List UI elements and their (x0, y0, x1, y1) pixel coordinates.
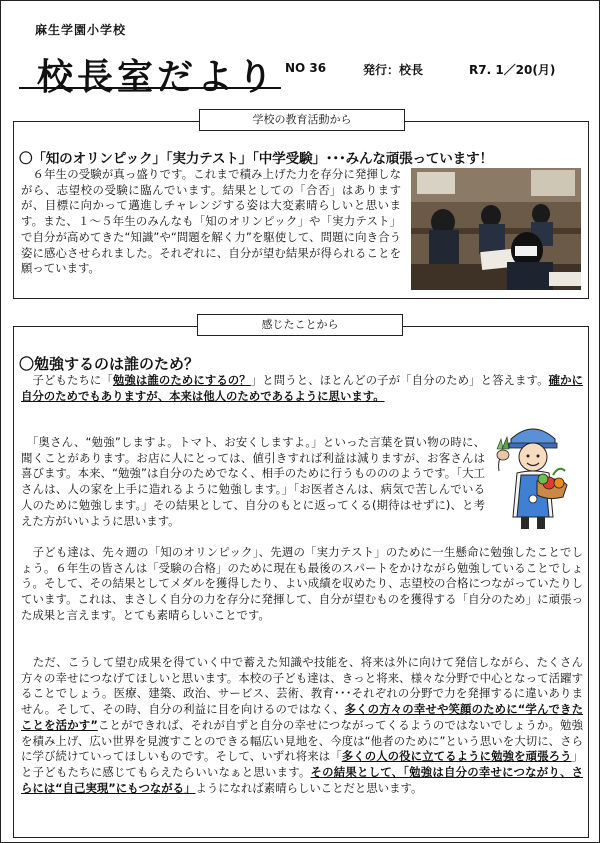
shopkeeper-illustration (493, 419, 573, 531)
p4-underline-help-others: 多くの人の役に立てるように勉強を頑張ろう (341, 749, 572, 764)
section2-paragraph-3: 子ども達は、先々週の「知のオリンピック」、先週の「実力テスト」のために一生懸命に勉強したことでしょう。６年生の皆さんは「受験の合格」のために現在も最後のスパートをかけながら勉強していることでしょう。そして、その結果としてメダルを獲得したり、よい成績を収めたり、志望校の合格につながっていたりしています。これは、まさしく自分の力を存分に発揮して、自分が望むものを獲得する「自分のため」に頑張った成果と言えます。とても素晴らしいことです。 (21, 545, 583, 622)
school-name: 麻生学園小学校 (35, 23, 127, 37)
publisher: 発行：校長 (363, 63, 424, 77)
p4-text-c: 」と子どもたちに感じてもらえたらいいなぁと思います。 (21, 749, 583, 779)
section2-paragraph-1 (21, 373, 583, 404)
section2-headline: 〇勉強するのは誰のため？ (19, 355, 200, 373)
p1-text-b: 」と問うと、ほとんどの子が「自分のため」と答えます。 (250, 373, 549, 387)
section-label-activities: 学校の教育活動から (199, 109, 405, 131)
p4-text-a: ただ、こうして望む成果を得ていく中で蓄えた知識や技能を、将来は外に向けて発信しながら、たくさん方々の幸せにつなげてほしいと思います。本校の子ども達は、きっと将来、様々な分野で中心となって活躍することでしょう。医療、建築、政治、サービス、芸術、教育･･･それぞれの分野で力を発揮するに違いありません。そして、その時、自分の利益に目を向けるのではなく、 (21, 655, 583, 717)
p4-text-b: ことができれば、それが自ずと自分の幸せにつながってくるようのではないでしょうか。勉強を積み上げ、広い世界を見渡すことのできる幅広い見地を、今度は“他者のために”という思いを大切に、さらに学び続けていってほしいものです。そして、いずれ将来は「 (21, 717, 583, 764)
p1-underline-thesis: 確かに自分のためでもありますが、本来は他人のためであるように思います。 (21, 373, 583, 403)
p4-underline-smiles: 多くの方々の幸せや笑顔のために“学んできたことを活かす” (21, 702, 583, 732)
p1-underline-question: 勉強は誰のためにするの？ (112, 373, 251, 387)
section1-headline: 〇「知のオリンピック」「実力テスト」「中学受験」･･･みんな頑張っています！ (19, 151, 493, 167)
section2-paragraph-4 (21, 655, 583, 796)
issue-number: NO 36 (285, 61, 327, 75)
newsletter-title: 校長室だより (37, 56, 278, 98)
issue-date: R7. 1／20(月) (469, 63, 556, 77)
section2-paragraph-2: 「奥さん、“勉強”しますよ。トマト、お安くしますよ。」といった言葉を買い物の時に、聞くことがあります。お店に人にとっては、値引きすれば利益は減りますが、お客さんは喜びます。本来、“勉強”は自分のためでなく、相手のために行うものののようです。「大工さんは、人の家を上手に造れるように勉強します。」「お医者さんは、病気で苦しんでいる人のために勉強します。」その結果として、自分のもとに返ってくる(期待はせずに)、と考えた方がいいように思います。 (21, 435, 485, 528)
section-label-reflections: 感じたことから (197, 314, 403, 336)
classroom-exam-photo (411, 168, 581, 290)
p4-underline-self-realization: その結果として、「勉強は自分の幸せにつながり、さらには“自己実現”にもつながる」 (21, 764, 583, 795)
p1-text-a: 子どもたちに「 (21, 373, 113, 387)
title-box (19, 39, 281, 98)
section1-body: ６年生の受験が真っ盛りです。これまで積み上げた力を存分に発揮しながら、志望校の受験に臨んでいます。結果としての「合否」はありますが、目標に向かって邁進しチャレンジする姿は大変素晴らしいと思います。また、１～５年生のみんなも「知のオリンピック」や「実力テスト」で自分が高めてきた“知識”や“問題を解く力”を駆使して、問題に向き合う姿に感心させられました。それぞれに、自分が望む結果が得られることを願っています。 (21, 167, 401, 276)
newsletter-header (13, 11, 591, 98)
p4-text-d: ようになれば素晴らしいことだと思います。 (195, 780, 423, 795)
